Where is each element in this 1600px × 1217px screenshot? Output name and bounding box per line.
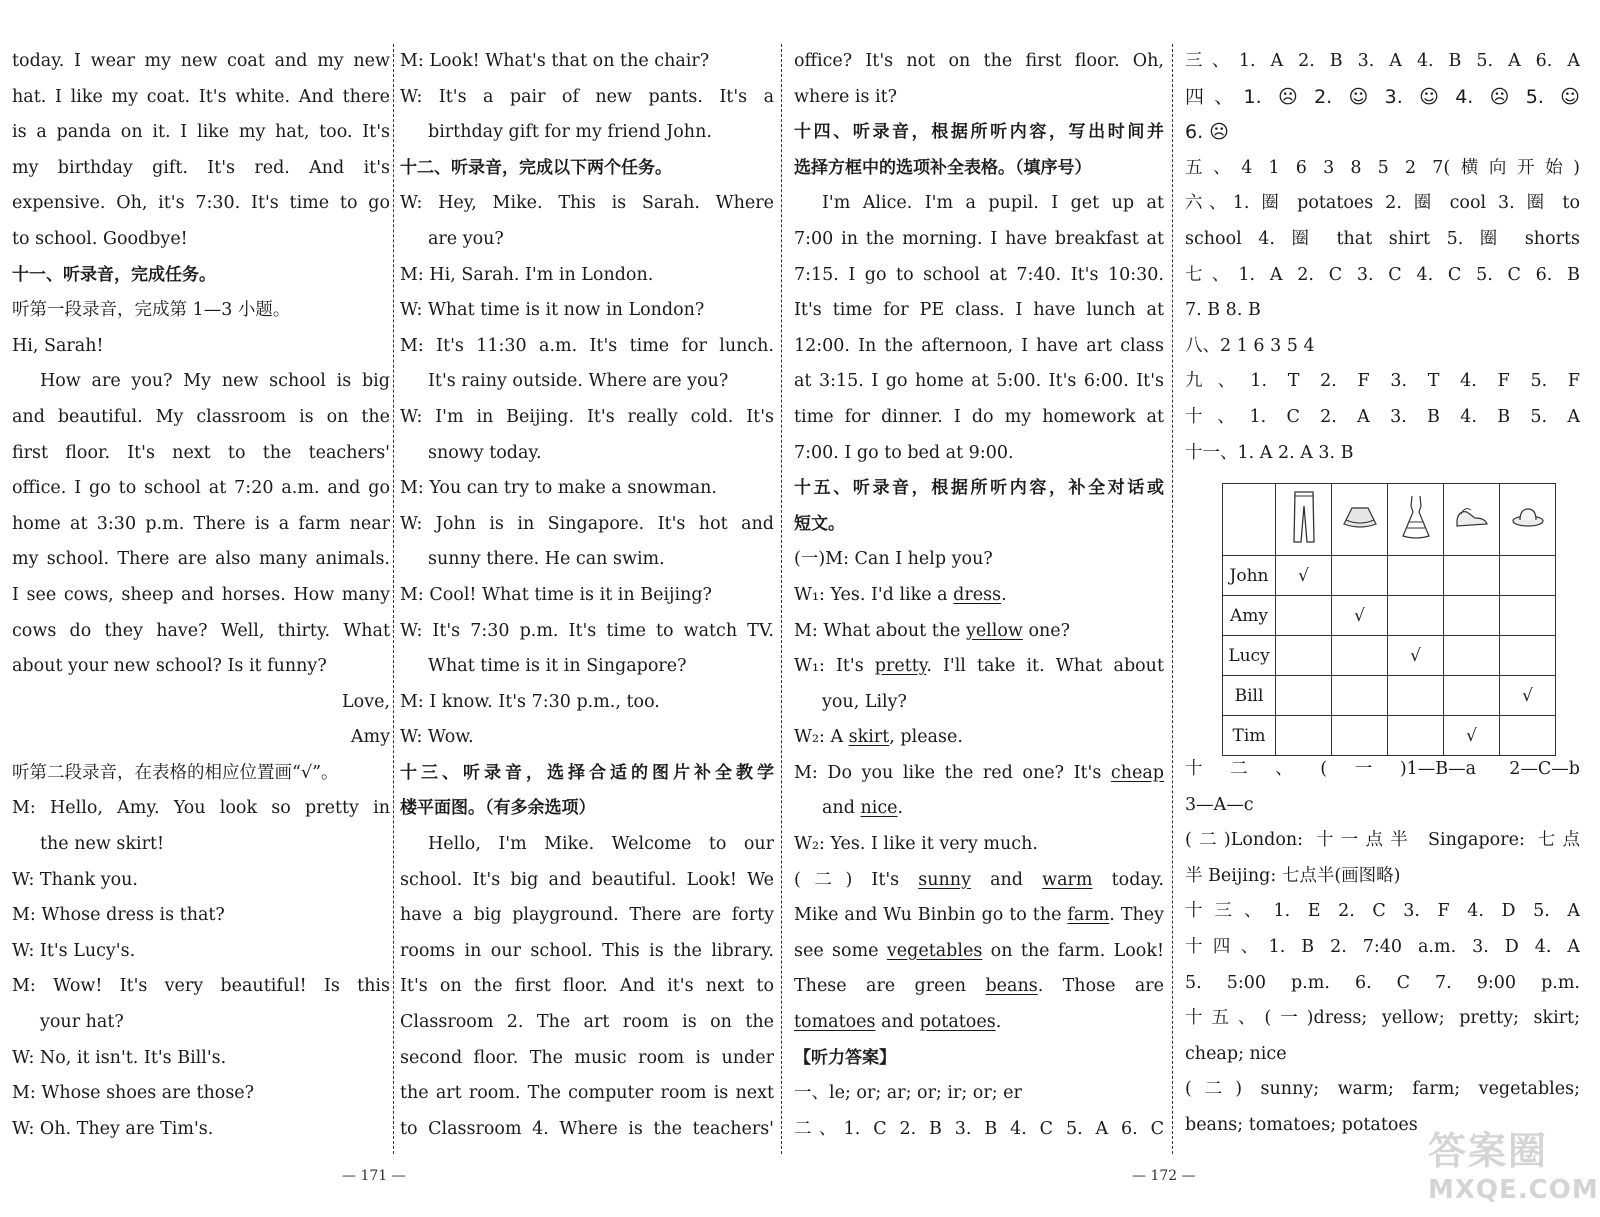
table-row — [1223, 676, 1556, 716]
text-line: M: Hello, Amy. You look so pretty in — [12, 798, 390, 819]
text-line: M: Look! What's that on the chair? — [400, 51, 710, 71]
text-line: W: No, it isn't. It's Bill's. — [12, 1047, 227, 1068]
text-line: M: Whose dress is that? — [12, 905, 225, 926]
text-line: W: Thank you. — [12, 869, 138, 890]
text-line — [794, 1005, 1164, 1041]
text-segment: These are green — [794, 976, 986, 997]
check-cell — [1444, 676, 1500, 716]
table-header-row — [1223, 484, 1556, 556]
check-cell — [1276, 676, 1332, 716]
check-cell — [1332, 556, 1388, 596]
text-line: 短文。 — [794, 513, 845, 534]
text-line: snowy today. — [428, 442, 542, 463]
text-line: (二) sunny; warm; farm; vegetables; — [1185, 1079, 1580, 1100]
text-segment: one? — [1022, 620, 1070, 641]
check-cell — [1388, 556, 1444, 596]
text-line: 3—A—c — [1185, 794, 1254, 815]
text-line — [794, 791, 1164, 827]
text-line: 6. ☹ — [1185, 121, 1229, 144]
table-row — [1223, 716, 1556, 756]
text-line: W: Hey, Mike. This is Sarah. Where — [400, 193, 774, 214]
text-line: 七、1. A 2. C 3. C 4. C 5. C 6. B — [1185, 264, 1580, 285]
text-line — [794, 863, 1164, 899]
check-cell — [1332, 636, 1388, 676]
text-line: birthday gift for my friend John. — [428, 122, 712, 143]
pants-icon — [1276, 484, 1332, 556]
text-line: cheap; nice — [1185, 1043, 1287, 1064]
text-line: It's rainy outside. Where are you? — [428, 371, 729, 392]
text-segment: on the farm. Look! — [982, 940, 1164, 961]
column-1 — [12, 44, 390, 1147]
text-line: 十二、听录音，完成以下两个任务。 — [400, 157, 672, 178]
check-cell — [1332, 676, 1388, 716]
text-line: cows do they have? Well, thirty. What — [12, 620, 390, 641]
text-line: 十二、(一)1—B—a 2—C—b — [1185, 759, 1580, 779]
text-segment: W₂: A — [794, 727, 849, 748]
text-line: Hello, I'm Mike. Welcome to our — [428, 834, 774, 855]
text-line: 十三、听录音，选择合适的图片补全教学 — [400, 762, 774, 783]
text-segment: W₁: It's — [794, 656, 875, 677]
text-line: Amy — [350, 727, 390, 748]
text-line: W: Wow. — [400, 727, 474, 748]
text-segment: today. — [1092, 869, 1164, 890]
text-line: is a panda on it. I like my hat, too. It's — [12, 122, 390, 143]
text-line: sunny there. He can swim. — [428, 549, 665, 570]
text-line: about your new school? Is it funny? — [12, 656, 327, 677]
blank-answer: sunny — [918, 869, 971, 890]
text-line: It's time for PE class. I have lunch at — [794, 300, 1164, 321]
page-number-left: — 171 — — [342, 1168, 406, 1184]
text-line: M: Whose shoes are those? — [12, 1083, 255, 1104]
check-cell: √ — [1388, 636, 1444, 676]
text-line: second floor. The music room is under — [400, 1047, 774, 1068]
text-line: 五、4 1 6 3 8 5 2 7(横向开始) — [1185, 157, 1580, 178]
text-line: I see cows, sheep and horses. How many — [12, 584, 390, 605]
table-row — [1223, 596, 1556, 636]
text-line: time for dinner. I do my homework at — [794, 406, 1164, 427]
text-line: What time is it in Singapore? — [428, 656, 687, 677]
blank-answer: tomatoes — [794, 1012, 876, 1033]
check-cell — [1500, 636, 1556, 676]
text-line: 六、1. 圈 potatoes 2. 圈 cool 3. 圈 to — [1185, 193, 1580, 214]
text-line: 八、2 1 6 3 5 4 — [1185, 335, 1315, 356]
column-divider — [781, 44, 782, 1154]
text-line: 十三、1. E 2. C 3. F 4. D 5. A — [1185, 901, 1580, 922]
hat-icon — [1500, 484, 1556, 556]
text-line: are you? — [428, 228, 504, 249]
text-line: 十一、1. A 2. A 3. B — [1185, 442, 1354, 463]
text-line — [794, 720, 1164, 756]
text-line: I'm Alice. I'm a pupil. I get up at — [822, 193, 1164, 214]
text-line: W: Oh. They are Tim's. — [12, 1118, 214, 1139]
text-line: where is it? — [794, 86, 898, 107]
text-line — [794, 578, 1164, 614]
column-divider — [1172, 44, 1173, 1154]
text-line: It's on the first floor. And it's next to — [400, 976, 774, 997]
text-line: 十五、(一)dress; yellow; pretty; skirt; — [1185, 1008, 1580, 1029]
text-line: today. I wear my new coat and my new — [12, 51, 390, 71]
blank-answer: yellow — [965, 620, 1023, 641]
text-line: W: It's a pair of new pants. It's a — [400, 86, 774, 107]
check-cell — [1500, 556, 1556, 596]
text-line: home at 3:30 p.m. There is a farm near — [12, 513, 390, 534]
text-line: 半 Beijing: 七点半(画图略) — [1185, 865, 1401, 886]
page-number-right: — 172 — — [1132, 1168, 1196, 1184]
text-segment: and — [875, 1012, 920, 1033]
blank-answer: nice — [860, 798, 898, 819]
text-line: W₂: Yes. I like it very much. — [794, 834, 1038, 855]
blank-answer: pretty — [874, 656, 927, 677]
watermark-line2: MXQE.COM — [1428, 1175, 1599, 1205]
text-line: have a big playground. There are forty — [400, 905, 774, 926]
text-line: M: You can try to make a snowman. — [400, 478, 717, 499]
check-cell: √ — [1500, 676, 1556, 716]
column-4 — [1185, 44, 1580, 471]
table-corner-cell — [1223, 484, 1276, 556]
text-line: Hi, Sarah! — [12, 335, 104, 356]
check-cell — [1276, 636, 1332, 676]
student-name-cell: John — [1223, 556, 1276, 596]
text-line — [794, 898, 1164, 934]
check-cell — [1444, 596, 1500, 636]
text-line: my school. There are also many animals. — [12, 549, 390, 570]
text-line: 7:15. I go to school at 7:40. It's 10:30. — [794, 264, 1164, 285]
text-segment: , please. — [889, 727, 963, 748]
text-line: 十、1. C 2. A 3. B 4. B 5. A — [1185, 406, 1580, 427]
blank-answer: vegetables — [886, 940, 983, 961]
check-cell — [1276, 716, 1332, 756]
text-line: rooms in our school. This is the library. — [400, 940, 774, 961]
text-line: expensive. Oh, it's 7:30. It's time to go — [12, 193, 390, 214]
text-line: to Classroom 4. Where is the teachers' — [400, 1118, 774, 1139]
check-cell: √ — [1332, 596, 1388, 636]
blank-answer: dress — [953, 584, 1002, 605]
text-line: the art room. The computer room is next — [400, 1083, 774, 1104]
check-cell — [1500, 716, 1556, 756]
text-line: M: It's 11:30 a.m. It's time for lunch. — [400, 335, 774, 356]
text-segment: . — [1001, 584, 1007, 605]
check-cell — [1388, 676, 1444, 716]
text-segment: . — [995, 1012, 1002, 1033]
text-line: W: It's Lucy's. — [12, 940, 136, 961]
text-segment: see some — [794, 940, 887, 961]
text-line: office? It's not on the first floor. Oh, — [794, 51, 1164, 71]
text-line: 听第二段录音，在表格的相应位置画“√”。 — [12, 762, 339, 783]
text-line: 三、1. A 2. B 3. A 4. B 5. A 6. A — [1185, 51, 1580, 71]
text-line: 7. B 8. B — [1185, 300, 1261, 321]
watermark-logo — [1428, 1120, 1599, 1205]
text-line: 十五、听录音，根据所听内容，补全对话或 — [794, 478, 1164, 499]
text-line: 【听力答案】 — [794, 1047, 896, 1068]
check-cell — [1276, 596, 1332, 636]
text-line: to school. Goodbye! — [12, 228, 188, 249]
table-row — [1223, 556, 1556, 596]
text-line: How are you? My new school is big — [40, 371, 390, 392]
student-name-cell: Bill — [1223, 676, 1276, 716]
table-row — [1223, 636, 1556, 676]
column-3 — [794, 44, 1164, 1147]
text-line: first floor. It's next to the teachers' — [12, 442, 390, 463]
text-line — [794, 649, 1164, 685]
text-line: (一)M: Can I help you? — [794, 549, 993, 570]
text-line: 7:00. I go to bed at 9:00. — [794, 442, 1014, 463]
check-cell: √ — [1276, 556, 1332, 596]
text-segment: and — [822, 798, 861, 819]
text-line: W: What time is it now in London? — [400, 300, 705, 321]
text-line: school. It's big and beautiful. Look! We — [400, 869, 774, 890]
column-4-lower — [1185, 752, 1580, 1144]
text-line: school 4. 圈 that shirt 5. 圈 shorts — [1185, 228, 1580, 249]
text-line: my birthday gift. It's red. And it's — [12, 157, 390, 178]
text-line: W: I'm in Beijing. It's really cold. It's — [400, 406, 774, 427]
text-segment: M: Do you like the red one? It's — [794, 762, 1111, 783]
text-line — [794, 756, 1164, 792]
check-cell — [1500, 596, 1556, 636]
check-cell — [1388, 716, 1444, 756]
text-line: office. I go to school at 7:20 a.m. and go — [12, 478, 390, 499]
text-line: 九、1. T 2. F 3. T 4. F 5. F — [1185, 371, 1580, 392]
column-2 — [400, 44, 774, 1147]
text-line: your hat? — [40, 1012, 124, 1033]
text-segment: and — [970, 869, 1043, 890]
text-line: 5. 5:00 p.m. 6. C 7. 9:00 p.m. — [1185, 972, 1580, 993]
text-segment: . — [897, 798, 904, 819]
text-line: 一、le; or; ar; or; ir; or; er — [794, 1083, 1022, 1104]
student-name-cell: Lucy — [1223, 636, 1276, 676]
blank-answer: potatoes — [919, 1012, 996, 1033]
text-line: 选择方框中的选项补全表格。（填序号） — [794, 157, 1092, 178]
text-segment: . They — [1109, 905, 1164, 926]
text-line: M: I know. It's 7:30 p.m., too. — [400, 691, 660, 712]
text-line: 7:00 in the morning. I have breakfast at — [794, 228, 1164, 249]
blank-answer: skirt — [848, 727, 890, 748]
text-segment: M: What about the — [794, 620, 966, 641]
check-cell — [1444, 556, 1500, 596]
column-divider — [393, 44, 394, 1154]
blank-answer: cheap — [1110, 762, 1164, 783]
text-line: W: John is in Singapore. It's hot and — [400, 513, 774, 534]
text-line: Love, — [342, 691, 390, 712]
blank-answer: farm — [1067, 905, 1110, 926]
text-line — [794, 969, 1164, 1005]
text-segment: . I'll take it. What about — [926, 656, 1164, 677]
skirt-icon — [1332, 484, 1388, 556]
text-line: 十四、听录音，根据所听内容，写出时间并 — [794, 122, 1164, 143]
text-line: (二)London: 十一点半 Singapore: 七点 — [1185, 830, 1580, 851]
text-line: Classroom 2. The art room is on the — [400, 1012, 774, 1033]
check-cell — [1332, 716, 1388, 756]
text-line: hat. I like my coat. It's white. And there — [12, 86, 390, 107]
dress-icon — [1388, 484, 1444, 556]
text-segment: (二) It's — [794, 869, 919, 890]
text-line: M: Cool! What time is it in Beijing? — [400, 584, 712, 605]
text-line: W: It's 7:30 p.m. It's time to watch TV. — [400, 620, 774, 641]
text-segment: . Those are — [1037, 976, 1164, 997]
text-line: 楼平面图。（有多余选项） — [400, 798, 596, 819]
check-cell — [1388, 596, 1444, 636]
shoes-icon — [1444, 484, 1500, 556]
text-line: you, Lily? — [822, 691, 907, 712]
student-name-cell: Tim — [1223, 716, 1276, 756]
text-line: M: Wow! It's very beautiful! Is this — [12, 976, 390, 997]
text-line: beans; tomatoes; potatoes — [1185, 1114, 1418, 1135]
text-segment: Mike and Wu Binbin go to the — [794, 905, 1068, 926]
clothes-check-table — [1222, 483, 1556, 756]
text-line — [794, 614, 1164, 650]
text-line: at 3:15. I go home at 5:00. It's 6:00. It's — [794, 371, 1164, 392]
blank-answer: beans — [985, 976, 1038, 997]
text-line: 12:00. In the afternoon, I have art class — [794, 335, 1164, 356]
text-line: the new skirt! — [40, 834, 165, 855]
check-cell — [1444, 636, 1500, 676]
text-line: 听第一段录音，完成第 1—3 小题。 — [12, 300, 291, 321]
text-line — [794, 934, 1164, 970]
text-line: 十一、听录音，完成任务。 — [12, 264, 216, 285]
student-name-cell: Amy — [1223, 596, 1276, 636]
text-segment: W₁: Yes. I'd like a — [794, 584, 954, 605]
blank-answer: warm — [1042, 869, 1093, 890]
check-cell: √ — [1444, 716, 1500, 756]
text-line: 四、1. ☹ 2. ☺ 3. ☺ 4. ☹ 5. ☺ — [1185, 85, 1580, 108]
text-line: M: Hi, Sarah. I'm in London. — [400, 264, 654, 285]
text-line: 十四、1. B 2. 7:40 a.m. 3. D 4. A — [1185, 936, 1580, 957]
text-line: 二、1. C 2. B 3. B 4. C 5. A 6. C — [794, 1118, 1164, 1139]
watermark-line1: 答案圈 — [1428, 1129, 1549, 1173]
text-line: and beautiful. My classroom is on the — [12, 406, 390, 427]
